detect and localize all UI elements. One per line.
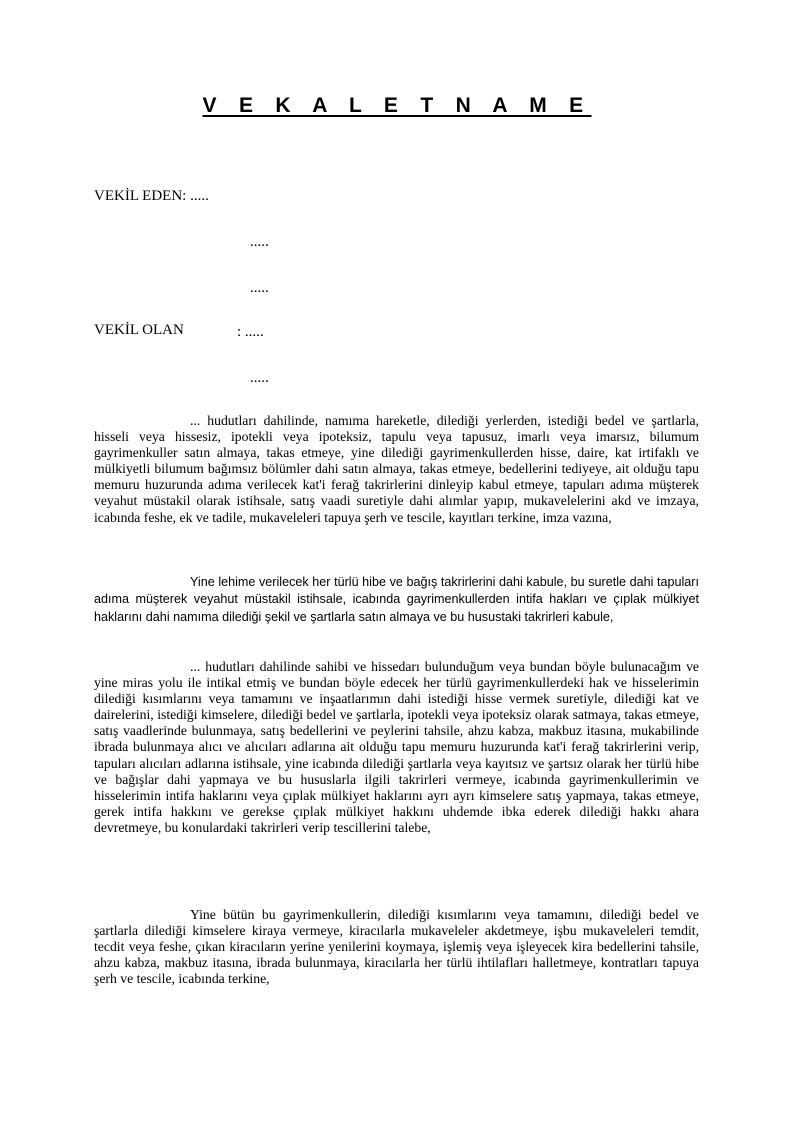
vekil-olan-placeholder: ..... — [250, 370, 269, 386]
paragraph-lease-authority: Yine bütün bu gayrimenkullerin, dilediği kısımlarını veya tamamını, dilediği bedel ve şartlarla dilediği kimselere kiraya vermeye, kiracılarla mukaveleler akdetmeye, işbu mukaveleleri temdit, tecdit veya feshe, çıkan kiracıların yerine yenilerini koymaya, işlemiş veya işleyecek kira bedellerini tahsile, ahzu kabza, makbuz itasına, ibrada bulunmaya, kiracılarla her türlü ihtilafları halletmeye, kontratları tapuya şerh ve tescile, icabında terkine, — [94, 907, 699, 987]
document-title: V E K A L E T N A M E — [202, 94, 592, 117]
paragraph-purchase-authority: ... hudutları dahilinde, namıma hareketle, dilediği yerlerden, istediği bedel ve şartlarla, hisseli veya hissesiz, ipotekli veya ipoteksiz, tapulu veya tapusuz, imarlı veya imarsız, bilumum gayrimenkuller satın almaya, takas etmeye, yine dilediği gayrimenkullerden hisse, daire, kat irtifaklı ve mülkiyetli bilumum bağımsız bölümler dahi satın almaya, takas etmeye, bedellerini tediyeye, ait olduğu tapu memuru huzurunda adıma verilecek kat'i ferağ takrirlerini dinleyip kabul etmeye, tapuları adıma müşterek veyahut müstakil olarak istihsale, satış vaadi suretiyle dahi alımlar yapıp, mukavelelerini akd ve imzaya, icabında feshe, ek ve tadile, mukaveleleri tapuya şerh ve tescile, kayıtları terkine, imza vazına, — [94, 413, 699, 525]
vekil-eden-label: VEKİL EDEN: ..... — [94, 188, 209, 204]
vekil-olan-value: : ..... — [237, 324, 264, 340]
paragraph-sale-authority: ... hudutları dahilinde sahibi ve hissedarı bulunduğum veya bundan böyle bulunacağım ve yine miras yolu ile intikal etmiş ve bundan böyle edecek her türlü gayrimenkullerdeki hak ve hisselerimin dilediği kısımlarını veya tamamını ve inşaatlarımın dahi istediği hisse vermek suretiyle, dilediği kat ve dairelerini, istediği kimselere, dilediği bedel ve şartlarla, ipotekli veya ipoteksiz olarak satmaya, takas etmeye, satış vaadlerinde bulunmaya, satış bedellerini ve peylerini tahsile, ahzu kabza, makbuz itasına, mukabilinde ibrada bulunmaya alıcı ve alıcıları adlarına ait olduğu tapu memuru huzurunda kat'i ferağ takrirlerini verip, tapuları alıcıları adlarına istihsale, yine icabında dilediği şartlarla veya kayıtsız ve şartsız olarak her türlü hibe ve bağışlar dahi yapmaya ve bu hususlarla ilgili takrirleri vermeye, icabında gayrimenkullerimin ve hisselerimin intifa haklarını veya çıplak mülkiyet haklarını ayrı ayrı kimselere satış yapmaya, takas etmeye, gerek intifa hakkını ve gerekse çıplak mülkiyet hakkını uhdemde ibka ederek dilediği hakkı ahara devretmeye, bu konulardaki takrirleri verip tescillerini talebe, — [94, 659, 699, 835]
vekil-olan-label: VEKİL OLAN — [94, 322, 184, 338]
vekil-eden-placeholder-1: ..... — [250, 234, 269, 250]
vekil-eden-placeholder-2: ..... — [250, 280, 269, 296]
paragraph-gift-acceptance: Yine lehime verilecek her türlü hibe ve bağış takrirlerini dahi kabule, bu suretle dahi tapuları adıma müşterek veyahut müstakil istihsale, icabında gayrimenkullerden intifa hakları ve çıplak mülkiyet haklarını dahi namıma dilediği şekil ve şartlarla satın almaya ve bu husustaki takrirleri kabule, — [94, 575, 699, 624]
